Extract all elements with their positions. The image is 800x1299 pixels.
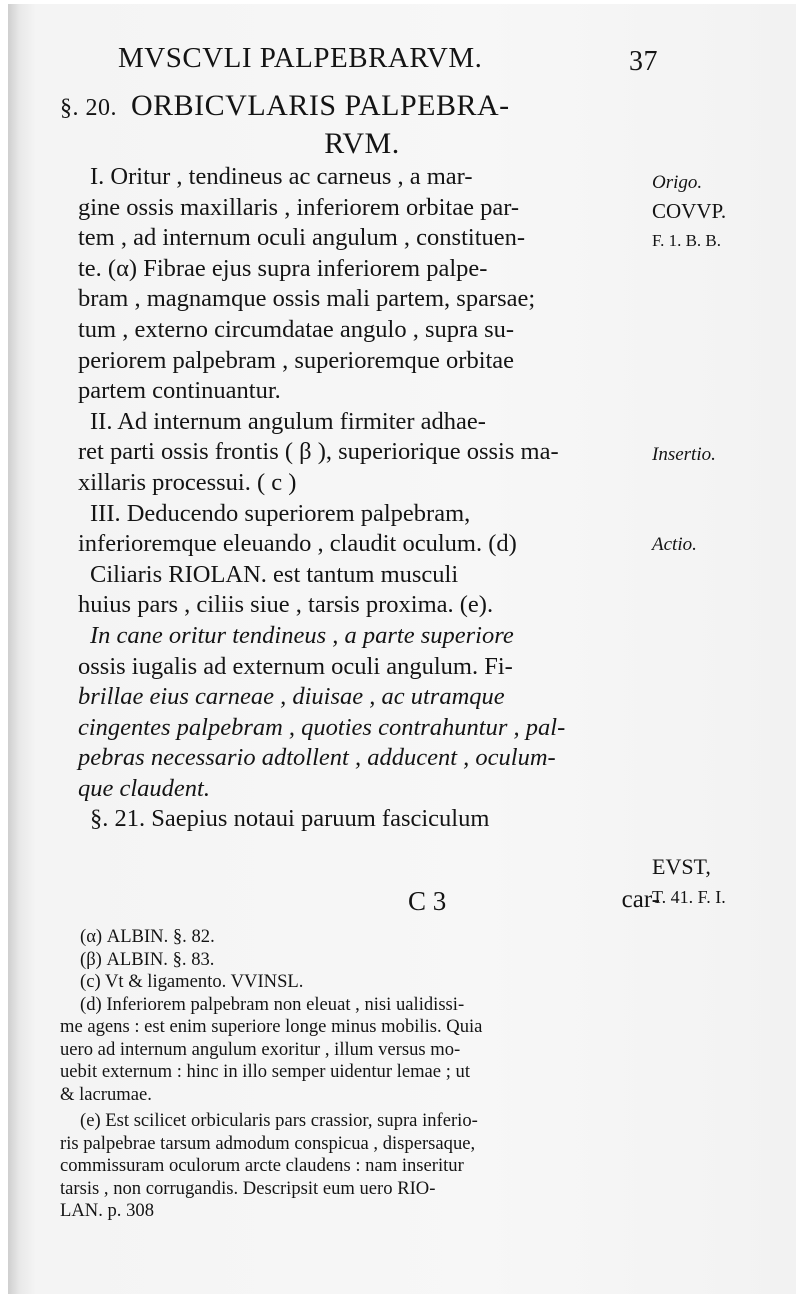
- section-number: §. 20.: [60, 95, 117, 121]
- margin-note-cowp-ref: F. 1. B. B.: [652, 231, 722, 250]
- running-head: [118, 42, 658, 82]
- footnote-d-line: uero ad internum angulum exoritur , illum versus mo-: [60, 1038, 461, 1060]
- text-line: III. Deducendo superiorem palpebram,: [90, 499, 471, 527]
- margin-note-actio: Actio.: [652, 534, 697, 555]
- catchword: car-: [621, 886, 660, 913]
- footnote-b: (β) ALBIN. §. 83.: [80, 948, 215, 970]
- section-heading: [60, 88, 660, 162]
- text-line: tem , ad internum oculi angulum , constituen-: [78, 224, 526, 252]
- footnote-d-line: (d) Inferiorem palpebram non eleuat , nisi ualidissi-: [80, 993, 465, 1015]
- footnote-a: (α) ALBIN. §. 82.: [80, 926, 215, 947]
- text-line: inferioremque eleuando , claudit oculum. (d): [78, 530, 517, 558]
- footnote-d-line: uebit externum : hinc in illo semper uidentur lemae ; ut: [60, 1061, 470, 1082]
- text-line: ret parti ossis frontis ( β ), superiorique ossis ma-: [78, 438, 559, 466]
- margin-note-eust: EVST,: [652, 854, 711, 879]
- footnote-e-line: tarsis , non corrugandis. Descripsit eum uero RIO-: [60, 1177, 436, 1199]
- text-line: huius pars , ciliis siue , tarsis proxima. (e).: [78, 591, 494, 619]
- margin-note-insertio: Insertio.: [652, 444, 716, 465]
- main-text: [78, 162, 650, 835]
- margin-note-eust-ref: T. 41. F. I.: [652, 887, 726, 907]
- footnote-e-line: commissuram oculorum arcte claudens : nam inseritur: [60, 1155, 464, 1176]
- text-line: II. Ad internum angulum firmiter adhae-: [90, 407, 486, 435]
- page-number: 37: [629, 46, 658, 77]
- section-title-line1: ORBICVLARIS PALPEBRA-: [131, 89, 510, 122]
- text-line: pebras necessario adtollent , adducent , oculum-: [78, 744, 556, 772]
- footnote-c: (c) Vt & ligamento. VVINSL.: [80, 971, 304, 992]
- running-title: MVSCVLI PALPEBRARVM.: [118, 42, 483, 74]
- text-line: brillae eius carneae , diuisae , ac utramque: [78, 683, 505, 711]
- text-line: In cane oritur tendineus , a parte superiore: [90, 621, 514, 649]
- text-line: periorem palpebram , superioremque orbitae: [78, 346, 515, 374]
- text-line: bram , magnamque ossis mali partem, sparsae;: [78, 285, 536, 313]
- section-title-line2: RVM.: [324, 127, 400, 160]
- footnote-e-line: (e) Est scilicet orbicularis pars crassior, supra inferio-: [80, 1110, 478, 1131]
- text-line: partem continuantur.: [78, 377, 281, 405]
- margin-note-cowp: COVVP.: [652, 199, 727, 223]
- footnote-e-line: ris palpebrae tarsum admodum conspicua , dispersaque,: [60, 1132, 476, 1154]
- signature-mark: C 3: [408, 886, 447, 916]
- text-line: cingentes palpebram , quoties contrahuntur , pal-: [78, 713, 566, 741]
- text-line: te. (α) Fibrae ejus supra inferiorem palpe-: [78, 254, 488, 282]
- footnote-e-line: LAN. p. 308: [60, 1200, 154, 1221]
- footnote-d-line: me agens : est enim superiore longe minus mobilis. Quia: [60, 1016, 483, 1037]
- text-line: I. Oritur , tendineus ac carneus , a mar-: [90, 163, 473, 190]
- catchline: [90, 886, 660, 918]
- text-line: que claudent.: [78, 774, 210, 802]
- text-line: tum , externo circumdatae angulo , supra su-: [78, 315, 515, 343]
- footnote-d-line: & lacrumae.: [60, 1083, 152, 1105]
- text-line: ossis iugalis ad externum oculi angulum. Fi-: [78, 652, 513, 680]
- text-line: §. 21. Saepius notaui paruum fasciculum: [90, 805, 490, 833]
- text-line: xillaris processui. ( c ): [78, 468, 297, 496]
- text-line: gine ossis maxillaris , inferiorem orbitae par-: [78, 193, 520, 221]
- text-line: Ciliaris RIOLAN. est tantum musculi: [90, 560, 459, 588]
- footnotes: [60, 926, 650, 1223]
- margin-note-origo: Origo.: [652, 172, 703, 193]
